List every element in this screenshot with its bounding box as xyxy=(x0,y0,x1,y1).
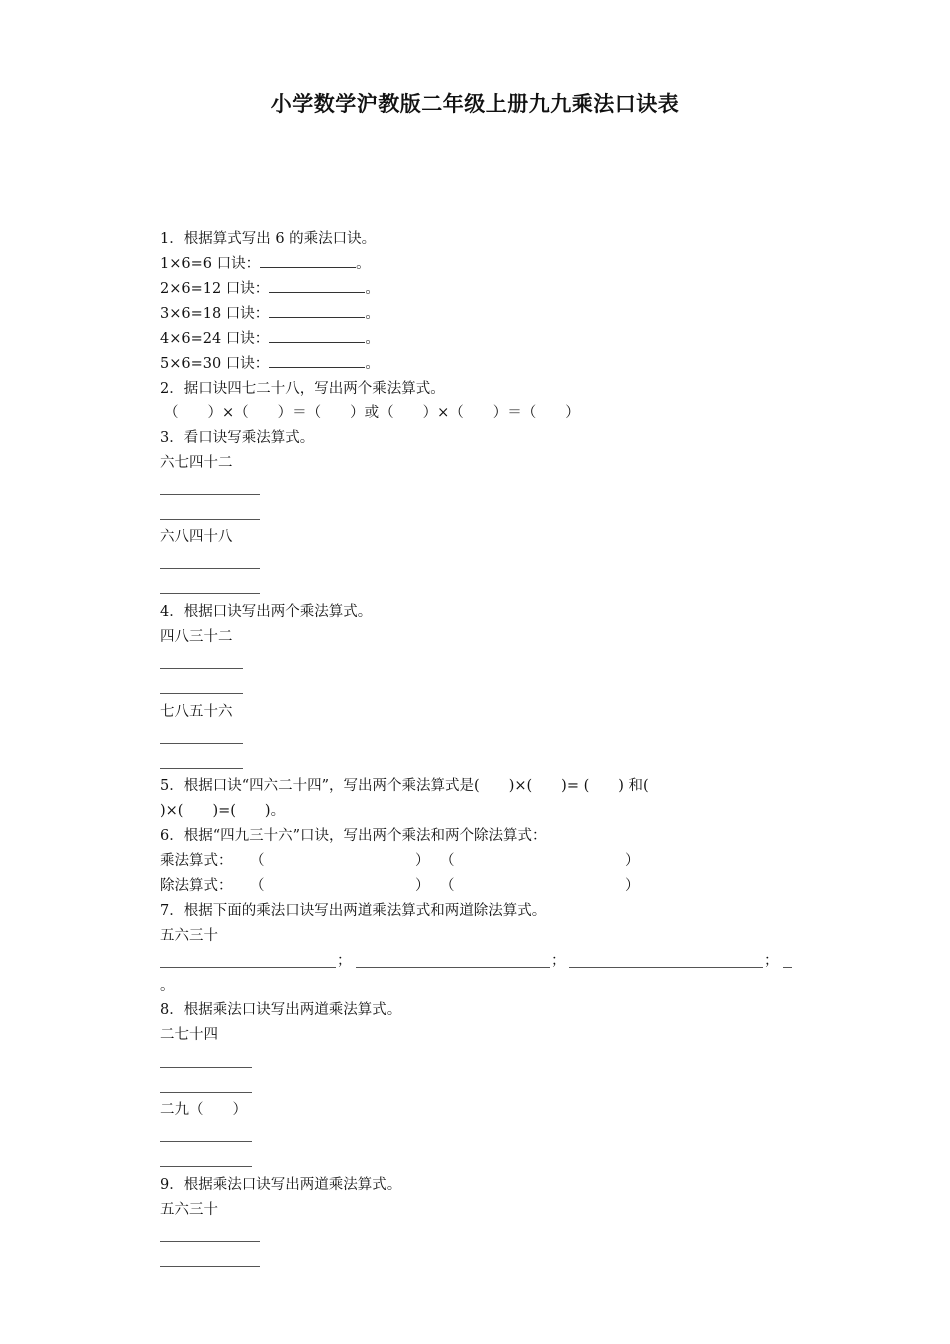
q3-item-2-blank-1[interactable] xyxy=(160,567,260,569)
q9-blank-1[interactable] xyxy=(160,1240,260,1242)
q6-mul-2-rparen: ） xyxy=(625,853,640,869)
q4-item-1-blank-2[interactable] xyxy=(160,692,243,694)
q7-blank-1[interactable] xyxy=(160,966,336,968)
q3-item-1: 六七四十二 xyxy=(160,455,233,471)
question-2-prompt: 2．据口诀四七二十八，写出两个乘法算式。 xyxy=(160,381,445,397)
q7-blank-4[interactable] xyxy=(783,966,792,968)
q6-mul-1-rparen: ） xyxy=(415,853,430,869)
q1-row-3-formula: 3×6=18 口诀： xyxy=(160,306,270,322)
q8-item-1-blank-2[interactable] xyxy=(160,1091,252,1093)
q1-row-3 xyxy=(160,304,380,324)
q8-item-1: 二七十四 xyxy=(160,1027,218,1043)
q1-row-1 xyxy=(160,254,371,274)
q3-item-2-blank-2[interactable] xyxy=(160,592,260,594)
q6-div-1-lparen: （ xyxy=(250,878,265,894)
question-5-line-1: 5．根据口诀“四六二十四”，写出两个乘法算式是( )×( )= ( ) 和( xyxy=(160,778,649,794)
q1-row-5-formula: 5×6=30 口诀： xyxy=(160,356,270,372)
q4-item-2-blank-2[interactable] xyxy=(160,767,243,769)
question-1-prompt: 1．根据算式写出 6 的乘法口诀。 xyxy=(160,231,377,247)
q2-answer-line[interactable]: （ ）×（ ）＝（ ）或（ ）×（ ）＝（ ） xyxy=(164,405,580,421)
q1-row-4-formula: 4×6=24 口诀： xyxy=(160,331,270,347)
q1-row-5-blank[interactable] xyxy=(269,354,365,368)
q1-row-4 xyxy=(160,329,380,349)
q6-division-label: 除法算式： xyxy=(160,878,233,894)
q7-end: 。 xyxy=(160,978,175,994)
q1-row-1-formula: 1×6=6 口诀： xyxy=(160,256,261,272)
q1-row-3-blank[interactable] xyxy=(269,304,365,318)
q8-item-2: 二九（ ） xyxy=(160,1102,247,1118)
q4-item-2-blank-1[interactable] xyxy=(160,742,243,744)
q1-row-4-end: 。 xyxy=(365,331,380,347)
q7-blank-3[interactable] xyxy=(569,966,763,968)
q4-item-1: 四八三十二 xyxy=(160,629,233,645)
q4-item-1-blank-1[interactable] xyxy=(160,667,243,669)
q8-item-2-blank-2[interactable] xyxy=(160,1165,252,1167)
q1-row-1-end: 。 xyxy=(356,256,371,272)
q1-row-2 xyxy=(160,279,380,299)
q3-item-1-blank-1[interactable] xyxy=(160,493,260,495)
q9-blank-2[interactable] xyxy=(160,1265,260,1267)
q6-multiplication-label: 乘法算式： xyxy=(160,853,233,869)
page-title: 小学数学沪教版二年级上册九九乘法口诀表 xyxy=(270,92,680,116)
q3-item-1-blank-2[interactable] xyxy=(160,518,260,520)
q1-row-2-end: 。 xyxy=(365,281,380,297)
question-8-prompt: 8．根据乘法口诀写出两道乘法算式。 xyxy=(160,1002,402,1018)
q3-item-2: 六八四十八 xyxy=(160,529,233,545)
q1-row-4-blank[interactable] xyxy=(269,329,365,343)
q1-row-2-blank[interactable] xyxy=(269,279,365,293)
q7-item: 五六三十 xyxy=(160,928,218,944)
q6-mul-2-lparen: （ xyxy=(440,853,455,869)
question-9-prompt: 9．根据乘法口诀写出两道乘法算式。 xyxy=(160,1177,402,1193)
q1-row-3-end: 。 xyxy=(365,306,380,322)
q1-row-1-blank[interactable] xyxy=(260,254,356,268)
q6-div-2-rparen: ） xyxy=(625,878,640,894)
question-6-prompt: 6．根据“四九三十六”口诀，写出两个乘法和两个除法算式： xyxy=(160,828,547,844)
question-4-prompt: 4．根据口诀写出两个乘法算式。 xyxy=(160,604,373,620)
q7-blank-2[interactable] xyxy=(356,966,550,968)
q4-item-2: 七八五十六 xyxy=(160,704,233,720)
question-7-prompt: 7．根据下面的乘法口诀写出两道乘法算式和两道除法算式。 xyxy=(160,903,547,919)
q6-mul-1-lparen: （ xyxy=(250,853,265,869)
q1-row-5-end: 。 xyxy=(365,356,380,372)
q6-div-2-lparen: （ xyxy=(440,878,455,894)
q1-row-5 xyxy=(160,354,380,374)
q8-item-1-blank-1[interactable] xyxy=(160,1066,252,1068)
q7-sep-2: ； xyxy=(551,953,566,969)
q7-sep-3: ； xyxy=(764,953,779,969)
question-5-line-2: )×( )=( )。 xyxy=(160,803,286,819)
q9-item: 五六三十 xyxy=(160,1202,218,1218)
q1-row-2-formula: 2×6=12 口诀： xyxy=(160,281,270,297)
q7-sep-1: ； xyxy=(337,953,352,969)
question-3-prompt: 3．看口诀写乘法算式。 xyxy=(160,430,315,446)
q8-item-2-blank-1[interactable] xyxy=(160,1140,252,1142)
q6-div-1-rparen: ） xyxy=(415,878,430,894)
